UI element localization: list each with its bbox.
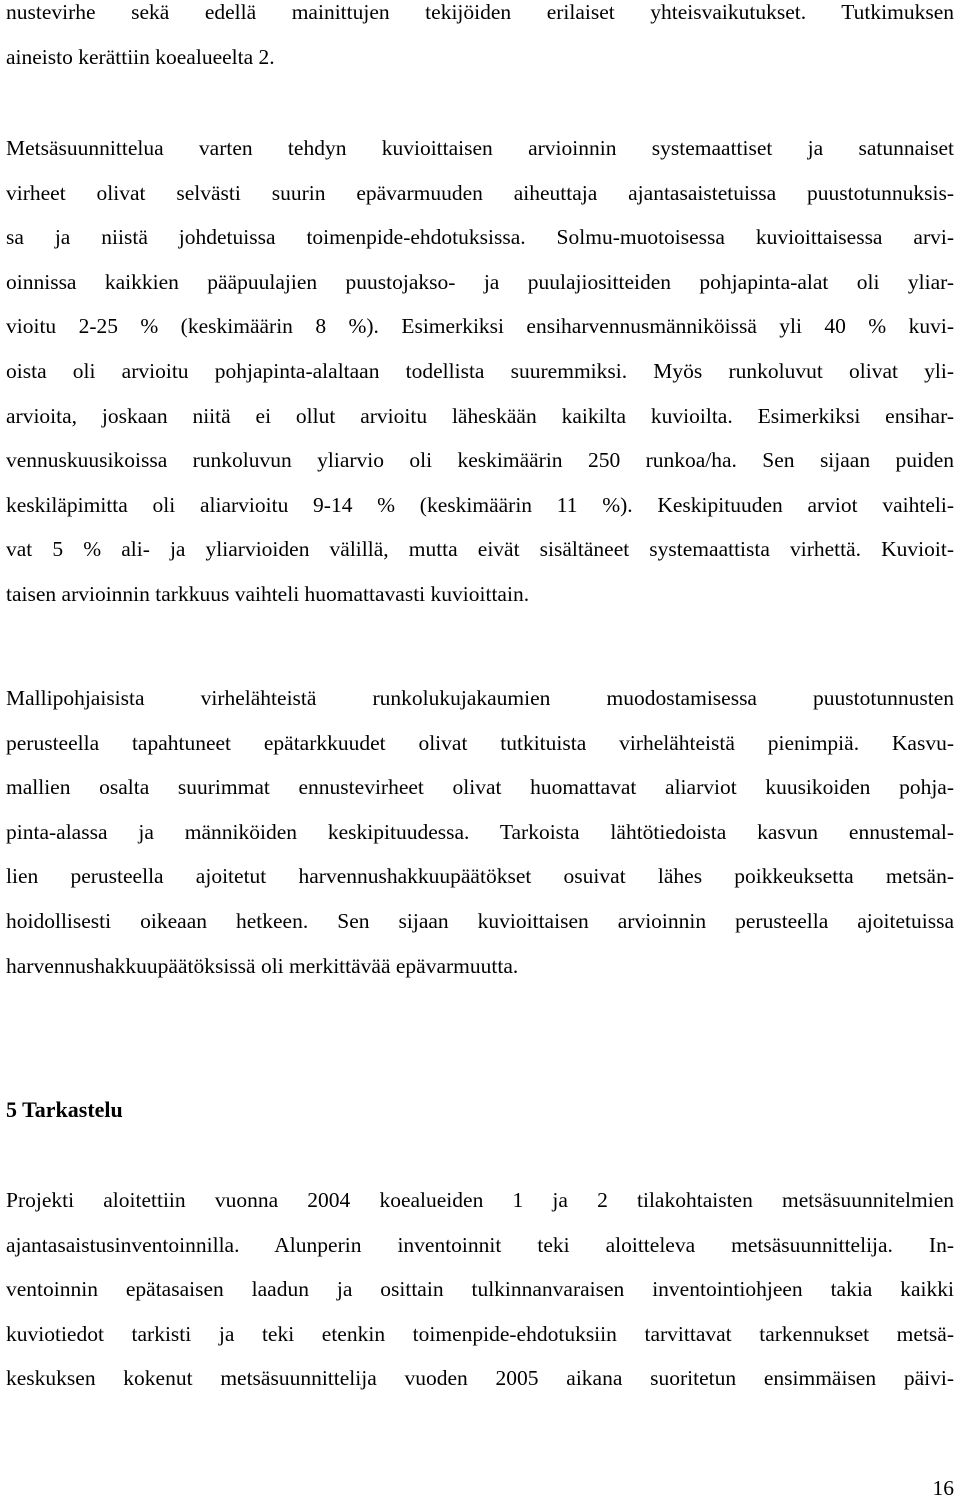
text-line: perusteella tapahtuneet epätarkkuudet olivat tutkituista virhelähteistä pienimpiä. Kasvu- <box>6 730 954 755</box>
text-line: nustevirhe sekä edellä mainittujen tekijöiden erilaiset yhteisvaikutukset. Tutkimuksen <box>6 0 954 24</box>
paragraph-2 <box>6 676 954 988</box>
text-line: kuviotiedot tarkisti ja teki etenkin toimenpide-ehdotuksiin tarvittavat tarkennukset metsä- <box>6 1321 954 1346</box>
text-line: vennuskuusikoissa runkoluvun yliarvio oli keskimäärin 250 runkoa/ha. Sen sijaan puiden <box>6 448 954 473</box>
text-line: keskiläpimitta oli aliarvioitu 9-14 % (keskimäärin 11 %). Keskipituuden arviot vaihteli- <box>6 492 954 517</box>
text-line: harvennushakkuupäätöksissä oli merkittävää epävarmuutta. <box>6 953 519 978</box>
text-line: keskuksen kokenut metsäsuunnittelija vuoden 2005 aikana suoritetun ensimmäisen päivi- <box>6 1366 954 1391</box>
text-line: pinta-alassa ja männiköiden keskipituudessa. Tarkoista lähtötiedoista kasvun ennustemal- <box>6 819 954 844</box>
text-line: Metsäsuunnittelua varten tehdyn kuvioittaisen arvioinnin systemaattiset ja satunnaiset <box>6 136 954 160</box>
text-line: ajantasaistusinventoinnilla. Alunperin inventoinnit teki aloitteleva metsäsuunnittelija. In- <box>6 1232 954 1257</box>
paragraph-1 <box>6 126 954 617</box>
page-number: 16 <box>932 1476 954 1500</box>
text-line: hoidollisesti oikeaan hetkeen. Sen sijaan kuvioittaisen arvioinnin perusteella ajoitetuissa <box>6 908 954 933</box>
text-line: taisen arvioinnin tarkkuus vaihteli huomattavasti kuvioittain. <box>6 581 530 606</box>
text-line: aineisto kerättiin koealueelta 2. <box>6 44 275 69</box>
text-line: vioitu 2-25 % (keskimäärin 8 %). Esimerkiksi ensiharvennusmänniköissä yli 40 % kuvi- <box>6 314 954 339</box>
section-heading: 5 Tarkastelu <box>6 1097 123 1122</box>
text-line: lien perusteella ajoitetut harvennushakkuupäätökset osuivat lähes poikkeuksetta metsän- <box>6 864 954 889</box>
text-line: arvioita, joskaan niitä ei ollut arvioitu läheskään kaikilta kuvioilta. Esimerkiksi ensihar- <box>6 403 954 428</box>
text-line: sa ja niistä johdetuissa toimenpide-ehdotuksissa. Solmu-muotoisessa kuvioittaisessa arvi- <box>6 225 954 250</box>
text-line: Mallipohjaisista virhelähteistä runkolukujakaumien muodostamisessa puustotunnusten <box>6 686 954 710</box>
paragraph-3 <box>6 1178 954 1401</box>
text-line: virheet olivat selvästi suurin epävarmuuden aiheuttaja ajantasaistetuissa puustotunnuksis- <box>6 180 954 205</box>
text-line: mallien osalta suurimmat ennustevirheet olivat huomattavat aliarviot kuusikoiden pohja- <box>6 775 954 800</box>
text-line: vat 5 % ali- ja yliarvioiden välillä, mutta eivät sisältäneet systemaattista virhettä. Kuvioit- <box>6 537 954 562</box>
text-line: Projekti aloitettiin vuonna 2004 koealueiden 1 ja 2 tilakohtaisten metsäsuunnitelmien <box>6 1188 954 1212</box>
text-line: ventoinnin epätasaisen laadun ja osittain tulkinnanvaraisen inventointiohjeen takia kaikki <box>6 1277 954 1302</box>
text-line: oista oli arvioitu pohjapinta-alaltaan todellista suuremmiksi. Myös runkoluvut olivat yli- <box>6 358 954 383</box>
text-line: oinnissa kaikkien pääpuulajien puustojakso- ja puulajiositteiden pohjapinta-alat oli yliar- <box>6 269 954 294</box>
intro-paragraph <box>6 0 954 79</box>
